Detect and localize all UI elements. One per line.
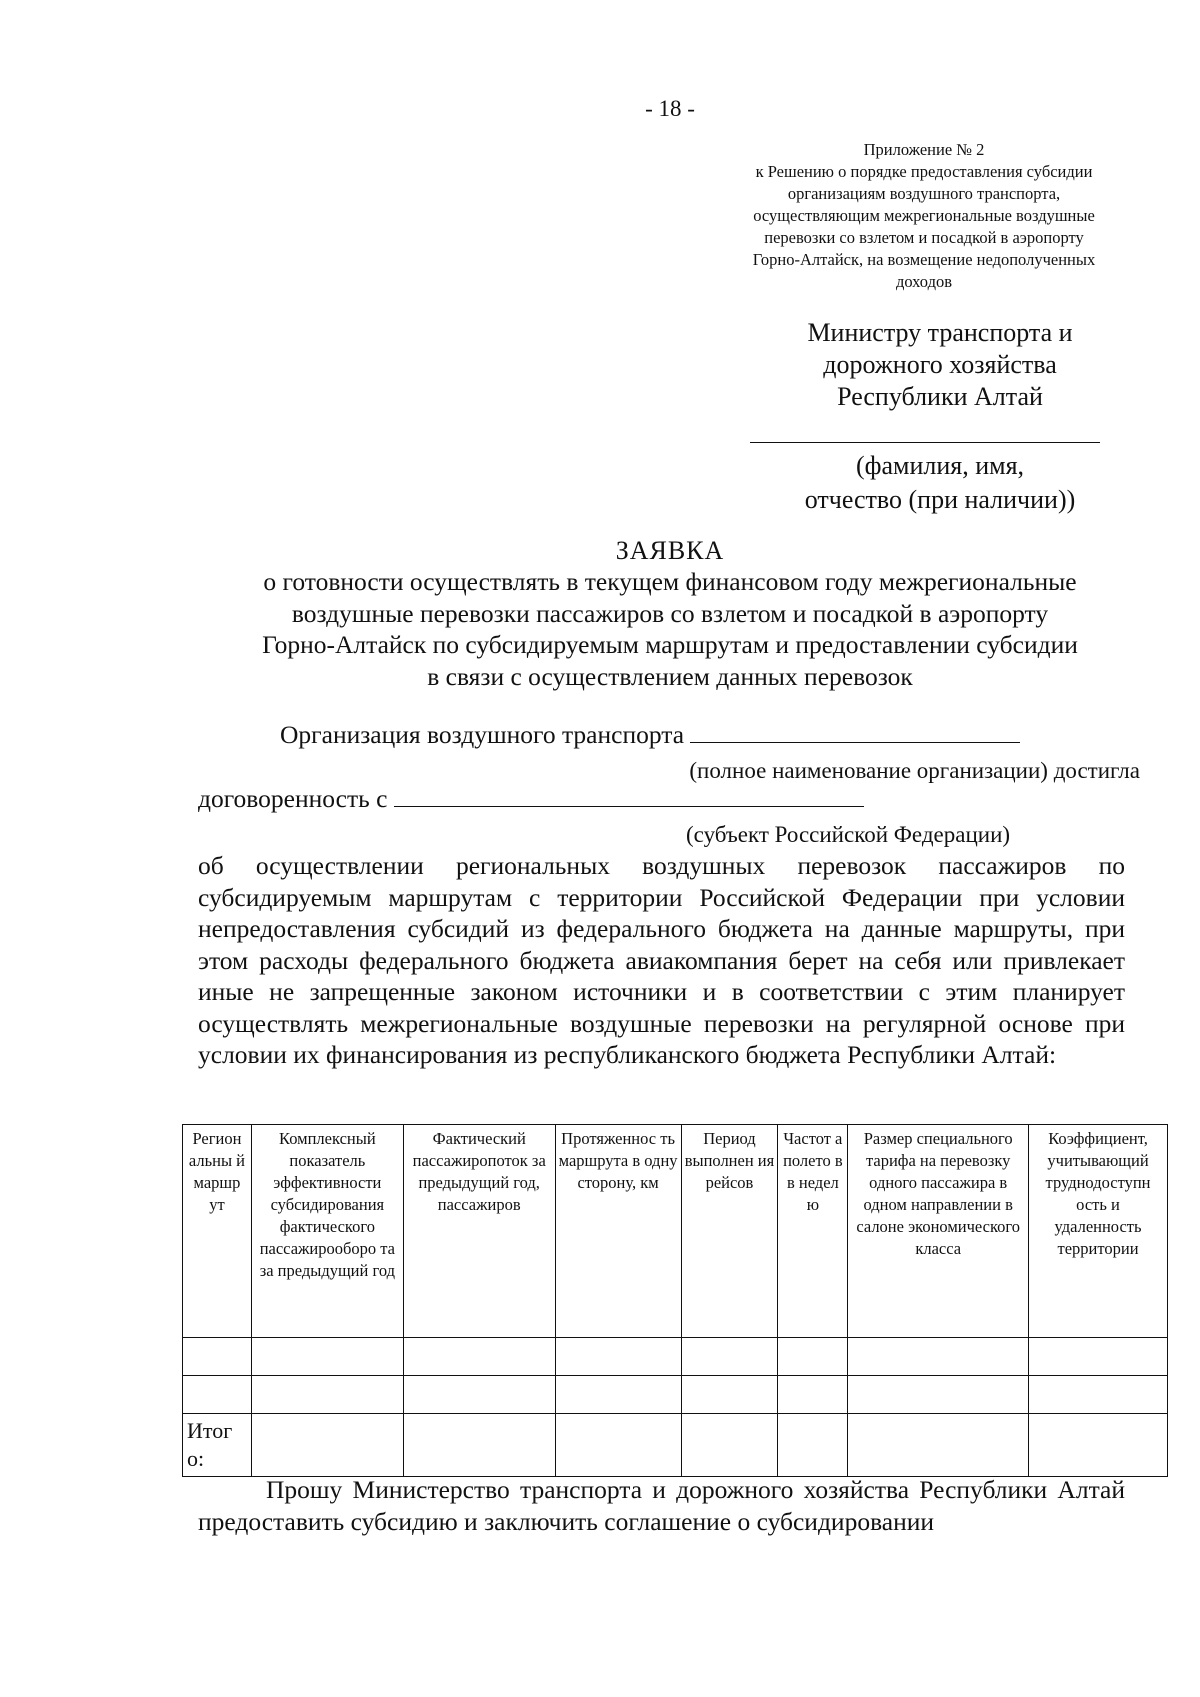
table-cell [251, 1338, 403, 1376]
appendix-line: Приложение № 2 [863, 140, 985, 159]
table-cell [403, 1376, 555, 1414]
appendix-line: организациям воздушного транспорта, [787, 184, 1061, 203]
agreement-hint: (субъект Российской Федерации) [686, 822, 1011, 847]
agreement-label: договоренность с [198, 784, 388, 813]
fio-hint [740, 449, 1140, 517]
table-cell [403, 1338, 555, 1376]
total-label: Итог о: [183, 1414, 252, 1477]
appendix-line: доходов [895, 272, 953, 291]
addressee-line: Министру транспорта и [807, 318, 1073, 347]
table-header-cell: Период выполнен ия рейсов [681, 1125, 778, 1338]
subtitle-line: воздушные перевозки пассажиров со взлетом и посадкой в аэропорту [291, 598, 1049, 628]
table-cell [778, 1376, 848, 1414]
table-header-cell: Размер специального тарифа на перевозку одного пассажира в одном направлении в салоне экономического класса [848, 1125, 1029, 1338]
table-row [183, 1338, 1168, 1376]
request-text: Прошу Министерство транспорта и дорожного хозяйства Республики Алтай предоставить субсидию и заключить соглашение о субсидировании [198, 1475, 1125, 1536]
organization-hint: (полное наименование организации) достигла [689, 758, 1140, 783]
table-cell [848, 1338, 1029, 1376]
table-cell [1029, 1338, 1168, 1376]
subtitle-line: Горно-Алтайск по субсидируемым маршрутам и предоставлении субсидии [262, 630, 1078, 659]
table-cell [1029, 1414, 1168, 1477]
table-cell [848, 1414, 1029, 1477]
table-cell [778, 1414, 848, 1477]
fio-blank-line [750, 442, 1100, 443]
table-cell [251, 1414, 403, 1477]
document-title: ЗАЯВКА [615, 536, 725, 565]
addressee-line: дорожного хозяйства [823, 350, 1057, 379]
appendix-line: к Решению о порядке предоставления субсидии [755, 162, 1093, 181]
subtitle-line: о готовности осуществлять в текущем финансовом году межрегиональные [263, 567, 1077, 596]
table-cell [681, 1414, 778, 1477]
table-header-cell: Комплексный показатель эффективности субсидирования фактического пассажирооборо та за предыдущий год [251, 1125, 403, 1338]
document-subtitle [190, 566, 1150, 692]
table-cell [183, 1338, 252, 1376]
agreement-field [198, 784, 864, 814]
table-cell [848, 1376, 1029, 1414]
appendix-line: осуществляющим межрегиональные воздушные [753, 206, 1095, 225]
addressee-line: Республики Алтай [837, 382, 1043, 411]
table-cell [183, 1376, 252, 1414]
appendix-reference [714, 139, 1134, 293]
table-cell [681, 1338, 778, 1376]
request-paragraph [198, 1474, 1125, 1538]
table-header-cell: Коэффициент, учитывающий труднодоступн ость и удаленность территории [1029, 1125, 1168, 1338]
fio-hint-line: отчество (при наличии)) [804, 485, 1076, 514]
body-paragraph: об осуществлении региональных воздушных перевозок пассажиров по субсидируемым маршрутам с территории Российской Федерации при условии непредоставления субсидий из федерального бюджета на данные маршруты, при этом расходы федерального бюджета авиакомпания берет на себя или привлекает иные не запрещенные законом источники и в соответствии с этим планирует осуществлять межрегиональные воздушные перевозки на регулярной основе при условии их финансирования из республиканского бюджета Республики Алтай: [198, 851, 1125, 1069]
table-header-cell: Частот а полето в в недел ю [778, 1125, 848, 1338]
table-header-row [183, 1125, 1168, 1338]
organization-field [280, 720, 1020, 750]
table-cell [251, 1376, 403, 1414]
appendix-line: Горно-Алтайск, на возмещение недополученных [752, 250, 1096, 269]
table-cell [403, 1414, 555, 1477]
table-cell [681, 1376, 778, 1414]
table-row [183, 1376, 1168, 1414]
table-header-cell: Протяженнос ть маршрута в одну сторону, км [555, 1125, 681, 1338]
appendix-line: перевозки со взлетом и посадкой в аэропорту [764, 228, 1084, 247]
agreement-blank [394, 805, 864, 807]
organization-label: Организация воздушного транспорта [280, 720, 685, 749]
addressee-block [740, 317, 1140, 413]
table-cell [555, 1376, 681, 1414]
table-cell [1029, 1376, 1168, 1414]
table-total-row [183, 1414, 1168, 1477]
table-cell [778, 1338, 848, 1376]
fio-hint-line: (фамилия, имя, [855, 451, 1025, 480]
table-cell [555, 1338, 681, 1376]
table-header-cell: Регион альны й маршр ут [183, 1125, 252, 1338]
table-cell [555, 1414, 681, 1477]
page-number: - 18 - [645, 96, 695, 121]
organization-blank [690, 741, 1020, 743]
subtitle-line: в связи с осуществлением данных перевозок [427, 661, 913, 691]
routes-table [182, 1124, 1168, 1477]
table-header-cell: Фактический пассажиропоток за предыдущий год, пассажиров [403, 1125, 555, 1338]
